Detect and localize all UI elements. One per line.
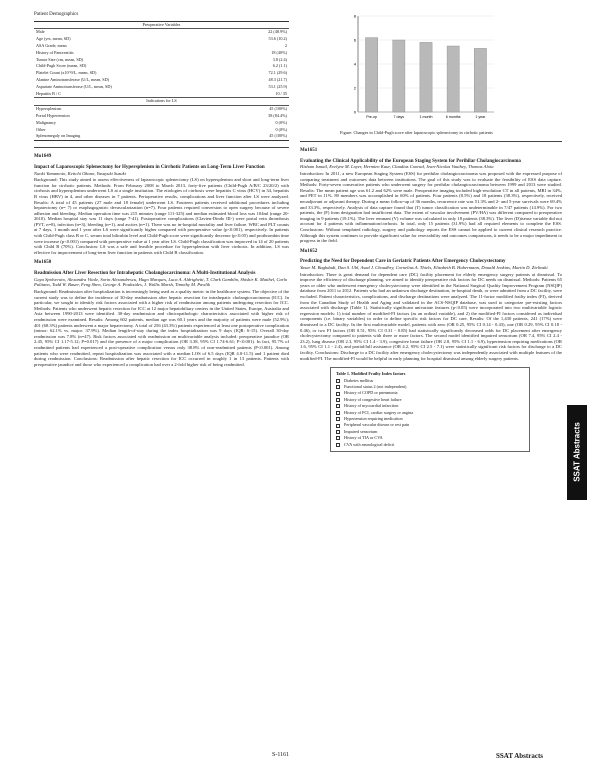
abstract-authors: Hisham Ismail, Evelyne M. Loyer, Hermien Kaur, Claudius Conrad, Jean-Nicolas Vauthey, Thomas Aloia: [300, 164, 494, 170]
checkbox-icon: [336, 411, 340, 415]
bar: [420, 42, 432, 112]
abstract-title: Readmission After Liver Resection for Intrahepatic Cholangiocarcinoma: A Multi-Institutional Analysis: [34, 271, 256, 277]
y-tick-label: 4: [353, 61, 356, 67]
checkbox-icon: [336, 398, 340, 402]
row-value: 38 (84.4%): [268, 112, 287, 118]
row-label: Platelet Count (x10^9/L, mean, SD): [36, 70, 97, 76]
list-item: [336, 442, 524, 448]
abstract-mo1651: [300, 148, 562, 244]
row-label: Hepatitis B / C: [36, 90, 62, 96]
row-label: Hypersplenism: [36, 106, 62, 112]
abstract-body: Background: Readmission after hospitalization is increasingly being used as a quality metric in the healthcare system. The objective of the current study was to define the incidence of 30-day readmission after hepatic resection for intrahepatic cholangiocarcinoma (ICC). In particular, we sought to identify risk factors associated with a higher risk of readmission among patients undergoing resection for ICC. Methods: Patients who underwent hepatic resection for ICC at 12 major hepatobiliary centers in the United States, Europe, Australia and Asia between 1990-2013 were identified. 30-day readmission and clinicopathologic characteristics associated with higher risk of readmission were examined. Results: Among 602 patients, median age was 60.1 years and the majority of patients were male (52.9%); 401 (68.3%) patients underwent a major hepatectomy. A total of 256 (43.3%) patients experienced at least one postoperative complication (minor: 62.1% vs. major: 37.9%). Median length-of-stay during the index hospitalization was 9 days (IQR: 6-15). Overall 30-day readmission was 7.8% (n=47). Risk factors associated with readmission on multivariable analysis included: preoperative jaundice (OR 2.45, 95% CI 1.17-5.12; P=0.017) and the presence of a major complication (OR 3.38, 95% CI 1.74-6.61; P<0.001). In fact, 95.7% of readmitted patients had experienced a post-operative complication versus only 38.8% of non-readmitted patients (P<0.001). Among patients who were readmitted, repeat hospitalization was associated with a median LOS of 6.5 days (IQR 4.0-11.5) and 1 patient died during readmission. Conclusions: Readmission after hepatic resection for ICC occurred in roughly 1 in 13 patients. Patients with preoperative jaundice and those who experienced a complication had over a 2-fold higher risk of being readmitted.: [34, 289, 289, 367]
row-label: Other: [36, 126, 46, 132]
section-sidebar: [567, 405, 587, 500]
row-label: Age (yrs, mean, SD): [36, 36, 71, 42]
list-item-label: Diabetes mellitus: [344, 377, 374, 383]
abstract-id: Mo1650: [34, 260, 52, 266]
abstract-body: Introduction: In 2011, a new European Staging System (ESS) for perihilar cholangiocarcinoma was proposed with the expressed purpose of comparing treatment and outcomes data between institutions. The goal of this study was to evaluate the feasibility of ESS data capture. Methods: Forty-seven consecutive patients who underwent surgery for perihilar cholangiocarcinoma between 1999 and 2013 were studied. Results: The mean patient age was 61.2 and 62% were male. Preoperative imaging included high-resolution CT in all patients, MRI in 34%, and PET in 11%. 80 members was accomplished in 60% of patients. Four patients (8.5%) and 18 patients (38.3%), respectively, received neoadjuvant or adjuvant therapy. During a mean follow-up of 36 months, recurrence rate was 51.3% and 2- and 5-year survivals were 69.4% and 33.3%, respectively. Analysis of data capture found that (T) tumor classification was undeterminable in 7/47 patients (14.9%). For two patients, the (F) form designation had insufficient data. The extent of vascular involvement (PV/HA) was different compared to preoperative imaging in 9 patients (19.1%). The liver remnant (V) volume was calculated in only 18 patients (38.3%). The liver (D)isease variable did not account for 4 patients with inflammation/cirrhosis. In total, only 15 patients (31.9%) had all required elements to complete the ESS. Conclusions: Without templated radiology, surgery and pathology reports the ESS cannot be applied to current clinical research practice. Although this system continues to provide significant value for resectability and outcomes comparisons, it needs to be a major impediment to progress in the field.: [300, 170, 562, 244]
frailty-table: [330, 367, 530, 452]
row-value: 22 (48.9%): [268, 29, 287, 35]
divider: [34, 147, 289, 148]
bar-chart: [340, 10, 500, 128]
list-item-label: History of PCI, cardiac surgery or angina: [344, 409, 414, 415]
x-tick-label: 7 days: [393, 115, 405, 119]
row-label: Aspartate Aminotransferase (U/L, mean, SD): [36, 83, 112, 89]
row-label: Male: [36, 29, 45, 35]
y-tick-label: 0: [353, 109, 356, 115]
row-label: Splenomegaly on Imaging: [36, 133, 81, 139]
abstract-body: Background: This study aimed to assess effectiveness of laparoscopic splenectomy (LS) on hypersplenism and short and long-term liver function for cirrhotic patients. Methods: From February 2008 to March 2013, forty-five patients (Child-Pugh A/B/C 23/20/2) with cirrhosis and hypersplenism underwent LS at a single institution. The etiologies of cirrhosis were hepatitis C virus (HCV) in 34, hepatitis B virus (HBV) in 4, and other diseases in 7 patients. Perioperative results, complications and liver function after LS were analyzed. Results: A total of 45 patients (27 male and 18 female) underwent LS. Fourteen patients received additional procedures including hepatectomy (n= 7) or esophagogastric devascularization (n=7). Four patients required conversion to open surgery because of severe adhesion and bleeding. Median operation time was 215 minutes (range 111-325) and median estimated blood loss was 104ml (range 20-2610). Median hospital stay was 11 days (range 7-41). Postoperative complications (Clavien-Dindo III-) were portal vein thrombosis (PVT, n=8), infection (n=3), bleeding (n=1), and ascites (n=1). There was no in-hospital mortality and liver failure. WBC and PLT counts at 7 days, 1 month and 1 year after LS were significantly higher compared with preoperative value (p<0.001), respectively. In patients with Child-Pugh class B or C, serum total bilirubin level and Child-Pugh score were significantly decrease (p<0.05) and prothrombin time were increase (p<0.001) compared with preoperative value at 1 year after LS. Child-Pugh classification was improved in 14 of 20 patients with Child B (70%). Conclusion: LS was a safe and feasible procedure for hypersplenism with liver cirrhosis. In addition, LS was effective for improvement of long-term liver function in patients with Child B classification.: [34, 177, 289, 255]
chart-svg: [340, 10, 500, 128]
table-title: Patient Demographics: [34, 12, 79, 17]
table-row: [34, 57, 289, 64]
abstract-title: Predicting the Need for Dependent Care in Geriatric Patients After Emergency Cholecystectomy: [300, 259, 506, 265]
row-label: Portal Hypertension: [36, 112, 70, 118]
y-tick-label: 2: [353, 85, 356, 91]
list-item-label: Impaired sensorium: [344, 428, 378, 434]
abstract-mo1650: [34, 260, 289, 367]
list-item-label: History of myocardial infarction: [344, 403, 399, 409]
row-value: 10 / 35: [275, 90, 287, 96]
table-head: Preoperative Variables: [34, 21, 289, 29]
row-value: 72.1 (29.6): [268, 70, 287, 76]
row-label: Malignancy: [36, 119, 57, 125]
bar: [365, 38, 377, 112]
x-tick-label: 1 year: [475, 115, 486, 119]
table-row: [34, 133, 289, 140]
list-item-label: History of congestive heart failure: [344, 396, 402, 402]
abstract-authors: Naoki Yamamoto, Keiichi Okano, Yasuyuki Suzuki: [34, 170, 126, 176]
row-label: History of Pancreatitis: [36, 49, 74, 55]
row-label: Child-Pugh Score (mean, SD): [36, 63, 87, 69]
list-item-label: Hypertension requiring medication: [344, 416, 403, 422]
y-tick-label: 6: [353, 37, 356, 43]
list-item-label: CVA with neurological deficit: [344, 441, 395, 447]
table-row: [34, 43, 289, 50]
page-number: S-1161: [272, 752, 290, 758]
x-tick-label: Pre-op: [366, 115, 377, 119]
list-item-label: History of COPD or pneumonia: [344, 390, 398, 396]
table-row: [34, 70, 289, 77]
list-item-label: Functional status 2 (not independent): [344, 384, 407, 389]
row-value: 53.1 (25.9): [268, 83, 287, 89]
y-tick-label: 8: [353, 13, 356, 19]
bar: [447, 46, 459, 112]
row-value: 0 (0%): [275, 126, 287, 132]
row-label: Tumor Size (cm, mean, SD): [36, 56, 84, 62]
row-label: ASA Grade, mean: [36, 42, 67, 48]
row-value: 45 (100%): [269, 106, 287, 112]
table-row: [34, 50, 289, 57]
checkbox-icon: [336, 385, 340, 389]
figure-caption: Figure: Changes in Child-Pugh score after laparoscopic splenectomy in cirrhotic patients: [340, 130, 493, 135]
row-label: Alanine Aminotransferase (U/L, mean, SD): [36, 76, 110, 82]
x-tick-label: 1 month: [419, 115, 433, 119]
checkbox-icon: [336, 430, 340, 434]
checkbox-icon: [336, 404, 340, 408]
row-value: 3.8 (2.4): [272, 56, 287, 62]
left-column: [34, 12, 289, 367]
list-item-label: History of TIA or CVA: [344, 435, 383, 441]
row-value: 45 (100%): [269, 133, 287, 139]
row-value: 6.2 (1.1): [272, 63, 287, 69]
row-value: 18 (40%): [271, 49, 287, 55]
table-row: [34, 84, 289, 91]
bar: [393, 40, 405, 112]
table-subhead: Indications for LS: [34, 98, 289, 106]
frailty-table-title: Table 1. Modified Frailty Index factors: [336, 371, 406, 377]
x-tick-label: 6 months: [445, 115, 461, 119]
abstract-id: Mo1651: [300, 148, 318, 153]
checkbox-icon: [336, 392, 340, 396]
abstract-authors: Yasar M. Baghdadi, Dan S. Ubl, Asad J. Choudhry, Cornelius A. Thiels, Elizabeth B. Habermann, Donald Jenkins, Martin D. Zielinski: [300, 265, 548, 271]
checkbox-icon: [336, 379, 340, 383]
demographics-table: [34, 21, 289, 142]
row-value: 2: [284, 42, 287, 48]
checkbox-icon: [336, 417, 340, 421]
abstract-id: Mo1649: [34, 154, 52, 160]
bar: [474, 48, 486, 112]
table-row: [34, 91, 289, 98]
abstract-authors: Gaya Spolverato, Alexandra Vitale, Sorin Alexandrescu, Hugo Marques, Luca A. Aldrighetti, T. Clark Gamblin, Shishir K. Maithel, Carlo Pulitano, Todd W. Bauer, Feng Shen, George A. Poultsides, J. Wallis Marsh, Timothy M. Pawlik: [34, 276, 288, 288]
list-item-label: Peripheral vascular disease or rest pain: [344, 422, 410, 428]
row-value: 0 (0%): [275, 119, 287, 125]
row-value: 53.6 (10.2): [268, 36, 287, 42]
abstract-body: Introduction: There is great demand for dependent care (DC) facility placement for elderly emergency surgery patients at dismissal. To improve the efficiency of discharge planning, we aimed to identify preoperative risk factors for DC needs on dismissal. Methods: Patients 65 years or older who underwent emergency cholecystectomy were identified in the National Surgical Quality Improvement Program (NSQIP) database from 2011 to 2012. Patients who had an unknown discharge destination, in-hospital death, or were admitted from a DC facility, were excluded. Patient characteristics, complications, and discharge destinations were analyzed. The 11-factor modified frailty index (FI), derived from the Canadian Study of Health and Aging and validated in the ACS-NSQIP database, was used to categorize pre-existing factors associated with discharge (Table 1). Statistically significant univariate features (p<0.05) were incorporated into two multivariable logistic regression models: 1) total number of modified-FI factors (as an ordinal variable), and 2) the modified-FI factors considered as individual components (i.e. binary variables) in order to define specific risk factors for DC care. Results: Of the 1,430 patients, 241 (17%) were dismissed to a DC facility. In the first multivariable model, patients with zero (OR 0.25, 95% CI 0.14 - 0.43), one (OR 0.29, 95% CI 0.18 - 0.46), or two FI factors (OR 0.51, 95% CI 0.31 - 0.85) had statistically significantly decreased odds for DC placement after emergency cholecystectomy compared to patients with three or more factors. The second model identified impaired sensorium (OR 7.4, 95% CI 2.4 - 23.2), lung disease (OR 2.3, 95% CI 1.4 - 3.9), congestive heart failure (OR 2.8, 95% CI 1.1 - 6.9), hypertension requiring medications (OR 1.6, 95% CI 1.1 - 2.4), and partial/full assistance (OR 4.2, 95% CI 2.5 - 7.1) were statistically significant risk factors for discharge to a DC facility. Conclusions: Discharge to a DC facility after emergency cholecystectomy was independently associated with multiple features of the modified-FI. The modified-FI would be helpful in early planning for hospital dismissal among elderly surgery patients.: [300, 271, 562, 361]
row-value: 48.3 (21.7): [268, 76, 287, 82]
abstract-id: Mo1652: [300, 248, 318, 254]
table-row: [34, 106, 289, 113]
table-row: [34, 63, 289, 70]
abstract-mo1649: [34, 154, 289, 255]
checkbox-icon: [336, 436, 340, 440]
abstract-title: Impact of Laparoscopic Splenectomy for Hypersplenism in Cirrhotic Patients on Long-Term Liver Function: [34, 164, 265, 170]
table-row: [34, 127, 289, 134]
table-row: [34, 36, 289, 43]
table-row: [34, 120, 289, 127]
abstract-mo1652: [300, 249, 562, 361]
sidebar-label: SSAT Abstracts: [572, 422, 582, 482]
abstract-title: Evaluating the Clinical Applicability of the European Staging System for Perihilar Cholangiocarcinoma: [300, 158, 521, 164]
table-row: [34, 77, 289, 84]
divider: [300, 141, 562, 142]
table-row: [34, 29, 289, 36]
right-column: [300, 10, 562, 452]
checkbox-icon: [336, 424, 340, 428]
table-row: [34, 113, 289, 120]
journal-name: SSAT Abstracts: [496, 752, 544, 760]
checkbox-icon: [336, 443, 340, 447]
